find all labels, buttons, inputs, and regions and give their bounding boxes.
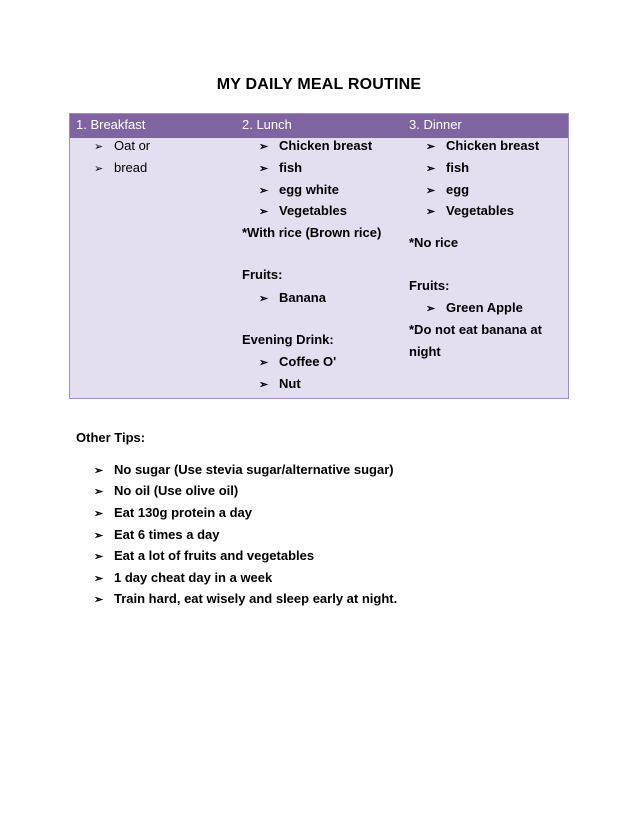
arrow-bullet-icon: ➢: [94, 594, 104, 606]
dinner-banana-note-line2: night: [409, 344, 441, 359]
list-item: ➢ egg: [426, 182, 470, 197]
other-tips-heading: Other Tips:: [76, 430, 146, 445]
list-item: ➢ Eat 6 times a day: [94, 527, 220, 542]
dinner-rice-note: *No rice: [409, 235, 459, 250]
list-item: ➢ Train hard, eat wisely and sleep early at night.: [94, 591, 398, 606]
breakfast-header: 1. Breakfast: [76, 117, 146, 132]
list-item: ➢ fish: [426, 160, 470, 175]
list-item: ➢ fish: [259, 160, 303, 175]
page-title: MY DAILY MEAL ROUTINE: [216, 76, 422, 93]
list-item: ➢ Chicken breast: [426, 138, 540, 153]
arrow-bullet-icon: ➢: [259, 206, 269, 218]
arrow-bullet-icon: ➢: [259, 357, 269, 369]
arrow-bullet-icon: ➢: [259, 379, 269, 391]
arrow-bullet-icon: ➢: [94, 530, 104, 542]
lunch-rice-note: *With rice (Brown rice): [242, 225, 382, 240]
arrow-bullet-icon: ➢: [94, 465, 104, 477]
list-item: ➢ Eat a lot of fruits and vegetables: [94, 548, 315, 563]
arrow-bullet-icon: ➢: [94, 573, 104, 585]
list-item: ➢ Nut: [259, 376, 301, 391]
arrow-bullet-icon: ➢: [259, 185, 269, 197]
arrow-bullet-icon: ➢: [259, 293, 269, 305]
dinner-banana-note-line1: *Do not eat banana at: [409, 322, 542, 337]
list-item: ➢ No oil (Use olive oil): [94, 483, 239, 498]
lunch-header: 2. Lunch: [242, 117, 292, 132]
arrow-bullet-icon: ➢: [426, 206, 436, 218]
arrow-bullet-icon: ➢: [94, 163, 104, 175]
arrow-bullet-icon: ➢: [426, 185, 436, 197]
dinner-header: 3. Dinner: [409, 117, 462, 132]
arrow-bullet-icon: ➢: [426, 303, 436, 315]
list-item: ➢ Vegetables: [259, 203, 347, 218]
arrow-bullet-icon: ➢: [426, 163, 436, 175]
arrow-bullet-icon: ➢: [94, 141, 104, 153]
list-item: ➢ No sugar (Use stevia sugar/alternative sugar): [94, 462, 394, 477]
list-item: ➢ Green Apple: [426, 300, 523, 315]
list-item: ➢ Banana: [259, 290, 326, 305]
arrow-bullet-icon: ➢: [94, 508, 104, 520]
arrow-bullet-icon: ➢: [426, 141, 436, 153]
list-item: ➢ 1 day cheat day in a week: [94, 570, 273, 585]
arrow-bullet-icon: ➢: [94, 551, 104, 563]
meal-routine-table: [69, 113, 569, 399]
evening-drink-label: Evening Drink:: [242, 332, 334, 347]
list-item: ➢ egg white: [259, 182, 339, 197]
table-header-row: [70, 114, 568, 138]
arrow-bullet-icon: ➢: [259, 163, 269, 175]
list-item: ➢ Vegetables: [426, 203, 514, 218]
list-item: ➢ Oat or: [94, 138, 151, 153]
list-item: ➢ Chicken breast: [259, 138, 373, 153]
lunch-fruits-label: Fruits:: [242, 267, 283, 282]
list-item: ➢ Eat 130g protein a day: [94, 505, 252, 520]
arrow-bullet-icon: ➢: [94, 486, 104, 498]
list-item: ➢ Coffee O': [259, 354, 337, 369]
dinner-fruits-label: Fruits:: [409, 278, 450, 293]
arrow-bullet-icon: ➢: [259, 141, 269, 153]
list-item: ➢ bread: [94, 160, 148, 175]
